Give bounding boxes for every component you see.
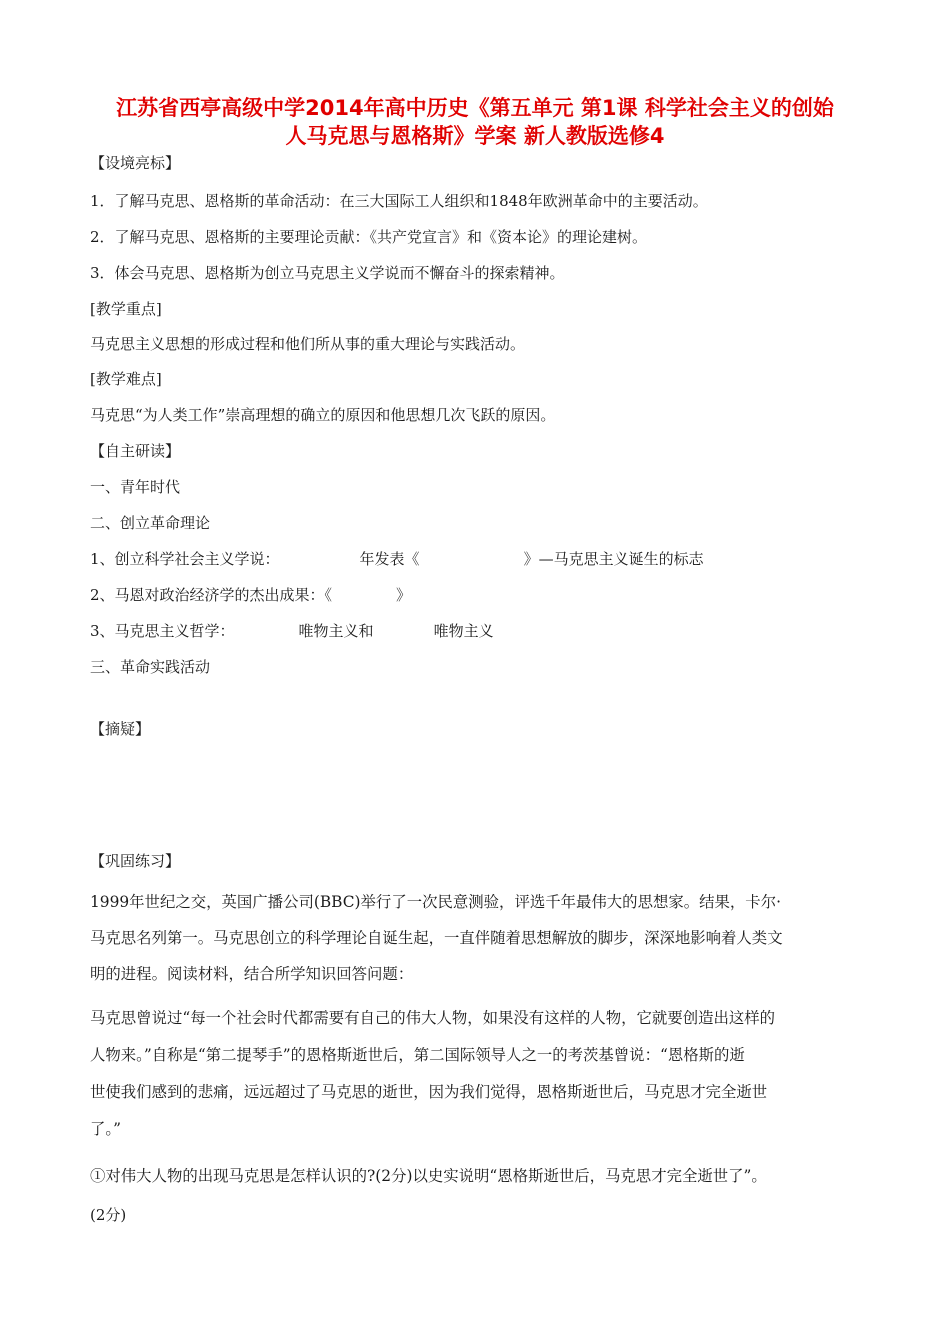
practice-heading: 【巩固练习】: [90, 852, 181, 870]
fill-item-1-label: 1、创立科学社会主义学说：: [90, 550, 280, 568]
fill-item-2: [90, 584, 411, 605]
questions-heading: 【摘疑】: [90, 720, 151, 738]
practice-p1-line-1: 1999年世纪之交，英国广播公司(BBC)举行了一次民意测验，评选千年最伟大的思想家。结果，卡尔·: [90, 893, 781, 911]
practice-p1-line-2: 马克思名列第一。马克思创立的科学理论自诞生起，一直伴随着思想解放的脚步，深深地影响着人类文: [90, 929, 783, 947]
fill-item-2-label: 2、马恩对政治经济学的杰出成果：《: [90, 586, 333, 604]
difficulties-text: 马克思“为人类工作”崇高理想的确立的原因和他思想几次飞跃的原因。: [90, 406, 556, 424]
goal-item-1: 1．了解马克思、恩格斯的革命活动：在三大国际工人组织和1848年欧洲革命中的主要活动。: [90, 192, 708, 210]
practice-p2-line-3: 世使我们感到的悲痛，远远超过了马克思的逝世，因为我们觉得，恩格斯逝世后，马克思才完全逝世: [90, 1083, 768, 1101]
practice-question-1: ①对伟大人物的出现马克思是怎样认识的?(2分)以史实说明“恩格斯逝世后，马克思才完全逝世了”。: [90, 1167, 767, 1185]
fill-item-3-mid: 唯物主义和: [298, 622, 374, 640]
practice-paragraph-1: [90, 884, 862, 992]
fill-item-3: [90, 620, 494, 641]
fill-item-3-tail: 唯物主义: [433, 622, 494, 640]
practice-p2-line-1: 马克思曾说过“每一个社会时代都需要有自己的伟大人物，如果没有这样的人物，它就要创造出这样的: [90, 1009, 776, 1027]
difficulties-heading: [教学难点]: [90, 370, 162, 388]
goal-item-2: 2．了解马克思、恩格斯的主要理论贡献：《共产党宣言》和《资本论》的理论建树。: [90, 228, 648, 246]
practice-p2-line-4: 了。”: [90, 1120, 121, 1138]
goals-heading: 【设境亮标】: [90, 154, 181, 172]
practice-p2-line-2: 人物来。”自称是“第二提琴手”的恩格斯逝世后，第二国际领导人之一的考茨基曾说：“恩格斯的逝: [90, 1046, 745, 1064]
section-theory: 二、创立革命理论: [90, 514, 211, 532]
goal-item-3: 3．体会马克思、恩格斯为创立马克思主义学说而不懈奋斗的探索精神。: [90, 264, 565, 282]
section-youth: 一、青年时代: [90, 478, 181, 496]
title-line-1: 江苏省西亭高级中学2014年高中历史《第五单元 第1课 科学社会主义的创始: [116, 96, 834, 120]
document-title: [70, 94, 880, 150]
section-practice: 三、革命实践活动: [90, 658, 211, 676]
fill-item-1: [90, 548, 704, 569]
key-points-heading: [教学重点]: [90, 300, 162, 318]
title-line-2: 人马克思与恩格斯》学案 新人教版选修4: [285, 124, 665, 148]
fill-item-1-tail: 》—马克思主义诞生的标志: [523, 550, 704, 568]
key-points-text: 马克思主义思想的形成过程和他们所从事的重大理论与实践活动。: [90, 335, 526, 353]
practice-question-1-score: (2分): [90, 1206, 127, 1224]
practice-paragraph-2: [90, 1000, 862, 1148]
fill-item-2-tail: 》: [396, 586, 412, 604]
fill-item-1-mid: 年发表《: [359, 550, 420, 568]
practice-p1-line-3: 明的进程。阅读材料，结合所学知识回答问题：: [90, 965, 414, 983]
fill-item-3-label: 3、马克思主义哲学：: [90, 622, 235, 640]
self-study-heading: 【自主研读】: [90, 442, 181, 460]
